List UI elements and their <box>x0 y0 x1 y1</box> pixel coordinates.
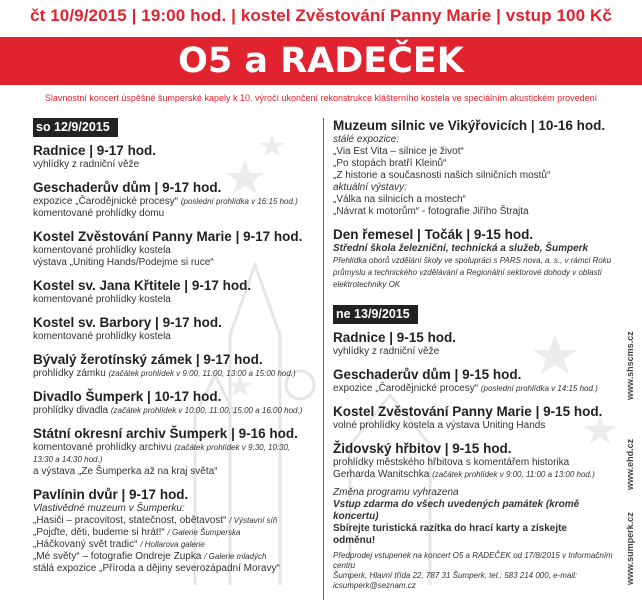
venue-detail: prohlídky divadla <box>33 405 109 416</box>
event-top-line: čt 10/9/2015 | 19:00 hod. | kostel Zvěstování Panny Marie | vstup 100 Kč <box>30 6 612 25</box>
venue-detail: komentované prohlídky domu <box>33 208 165 219</box>
venue-detail: vyhlídky z radniční věže <box>33 159 140 170</box>
venue-note: / Galerie Šumperska <box>167 528 241 537</box>
event-subtitle: Slavnostní koncert úspěšné šumperské kapely k 10. výročí ukončení rekonstrukce klášterního kostela ve speciálním akustickém provedení <box>44 93 598 103</box>
venue-note: / Výstavní síň <box>229 516 278 525</box>
venue-detail: vyhlídky z radniční věže <box>333 346 440 357</box>
venue-title: Pavlínin dvůr | 9-17 hod. <box>33 487 189 502</box>
side-url-link[interactable]: www.shscms.cz <box>625 331 635 400</box>
venue-note: (začátek prohlídek v 9:00, 11:00 a 13:00 hod.) <box>432 470 595 479</box>
venue-title: Bývalý žerotínský zámek | 9-17 hod. <box>33 352 263 367</box>
venue-note: průmyslu a technického vzdělávání a Regionální sektorové dohody v oblasti <box>333 268 602 277</box>
venue-detail: „Válka na silnicích a mostech“ <box>333 194 466 205</box>
venue-note: (začátek prohlídek v 9:30, 10:30, <box>174 443 291 452</box>
venue-title: Geschaderův dům | 9-17 hod. <box>33 180 222 195</box>
venue-detail: a výstava „Ze Šumperka až na kraj světa“ <box>33 466 218 477</box>
right-column <box>333 118 613 591</box>
venue-detail: prohlídky zámku <box>33 368 106 379</box>
side-urls <box>625 331 639 600</box>
venue-detail: „Via Est Vita – silnice je život“ <box>333 146 464 157</box>
venue-detail: Gerharda Wanitschka <box>333 469 430 480</box>
venue-title: Radnice | 9-15 hod. <box>333 330 457 345</box>
venue-detail: „Po stopách bratří Kleinů“ <box>333 158 447 169</box>
venue-title: Kostel sv. Barbory | 9-17 hod. <box>33 315 222 330</box>
venue-detail: „Pojďte, děti, budeme si hrát!“ <box>33 527 165 538</box>
venue-title: Den řemesel | Točák | 9-15 hod. <box>333 227 534 242</box>
venue-detail: „Mé světy“ – fotografie Ondreje Zupka <box>33 551 202 562</box>
venue-detail: komentované prohlídky kostela <box>33 245 171 256</box>
side-url-link[interactable]: www.sumperk.cz <box>625 512 635 585</box>
venue-title: Radnice | 9-17 hod. <box>33 143 157 158</box>
venue-note: / Hollarova galerie <box>140 540 205 549</box>
venue-note: (začátek prohlídek v 10:00, 11:00, 15:00 a 16:00 hod.) <box>110 406 303 415</box>
venue-detail: komentované prohlídky archivu <box>33 442 172 453</box>
venue-title: Muzeum silnic ve Vikýřovicích | 10-16 hod. <box>333 118 606 133</box>
venue-title: Geschaderův dům | 9-15 hod. <box>333 367 522 382</box>
venue-detail: výstava „Uniting Hands/Podejme si ruce“ <box>33 257 214 268</box>
venue-title: Státní okresní archiv Šumperk | 9-16 hod. <box>33 426 298 441</box>
footer-note: Předprodej vstupenek na koncert O5 a RADEČEK od 17/8/2015 v Informačním centru <box>333 551 613 570</box>
venue-note: / Galerie mladých <box>204 552 267 561</box>
venue-title: Divadlo Šumperk | 10-17 hod. <box>33 389 222 404</box>
venue-detail: stálá expozice „Příroda a dějiny severozápadní Moravy“ <box>33 563 280 574</box>
venue-detail: „Z historie a současnosti našich silničních mostů“ <box>333 170 551 181</box>
venue-detail: expozice „Čarodějnické procesy“ <box>33 196 179 207</box>
day-badge-saturday: so 12/9/2015 <box>33 118 118 137</box>
venue-detail: aktuální výstavy: <box>333 182 407 193</box>
venue-detail: komentované prohlídky kostela <box>33 294 171 305</box>
venue-detail: stálé expozice: <box>333 134 400 145</box>
notice-text: Změna programu vyhrazena <box>333 487 459 498</box>
venue-note: elektrotechniky OK <box>333 280 401 289</box>
notice-text: odměnu! <box>333 535 376 546</box>
venue-detail: komentované prohlídky kostela <box>33 331 171 342</box>
venue-detail: „Háčkovaný svět tradic“ <box>33 539 138 550</box>
side-url-link[interactable]: www.ehd.cz <box>625 438 635 490</box>
venue-title: Židovský hřbitov | 9-15 hod. <box>333 441 512 456</box>
venue-note: 13:30 a 14:30 hod.) <box>33 455 103 464</box>
venue-note: (poslední prohlídka v 14:15 hod.) <box>480 384 598 393</box>
venue-detail: prohlídky městského hřbitova s komentářem historika <box>333 457 570 468</box>
venue-detail: volné prohlídky kostela a výstava Uniting Hands <box>333 420 546 431</box>
venue-note: (začátek prohlídek v 9:00, 11:00, 13:00 a 15:00 hod.) <box>108 369 296 378</box>
venue-detail: Vlastivědné muzeum v Šumperku: <box>33 503 185 514</box>
footer-note: Šumperk, Hlavní třída 22, 787 31 Šumperk, tel.: 583 214 000, e-mail: icsumperk@seznam.cz <box>333 571 578 590</box>
column-divider <box>323 118 324 600</box>
venue-title: Kostel Zvěstování Panny Marie | 9-15 hod. <box>333 404 603 419</box>
venue-detail: „Návrat k motorům“ - fotografie Jiřího Štrajta <box>333 206 529 217</box>
saturday-column <box>33 118 323 575</box>
event-title-banner: O5 a RADEČEK <box>0 37 642 85</box>
notice-text: Vstup zdarma do všech uvedených památek (kromě koncertu) <box>333 499 580 522</box>
venue-detail: expozice „Čarodějnické procesy“ <box>333 383 479 394</box>
venue-note: Přehlídka oborů vzdělání školy ve spolupráci s PARS nova, a. s., v rámci Roku <box>333 256 612 265</box>
venue-detail: Střední škola železniční, technická a služeb, Šumperk <box>333 243 589 254</box>
venue-title: Kostel Zvěstování Panny Marie | 9-17 hod. <box>33 229 303 244</box>
notice-text: Sbírejte turistická razítka do hrací karty a získejte <box>333 523 567 534</box>
venue-title: Kostel sv. Jana Křtitele | 9-17 hod. <box>33 278 252 293</box>
venue-detail: „Hasiči – pracovitost, statečnost, obětavost“ <box>33 515 227 526</box>
day-badge-sunday: ne 13/9/2015 <box>333 305 418 324</box>
venue-note: (poslední prohlídka v 16:15 hod.) <box>180 197 298 206</box>
